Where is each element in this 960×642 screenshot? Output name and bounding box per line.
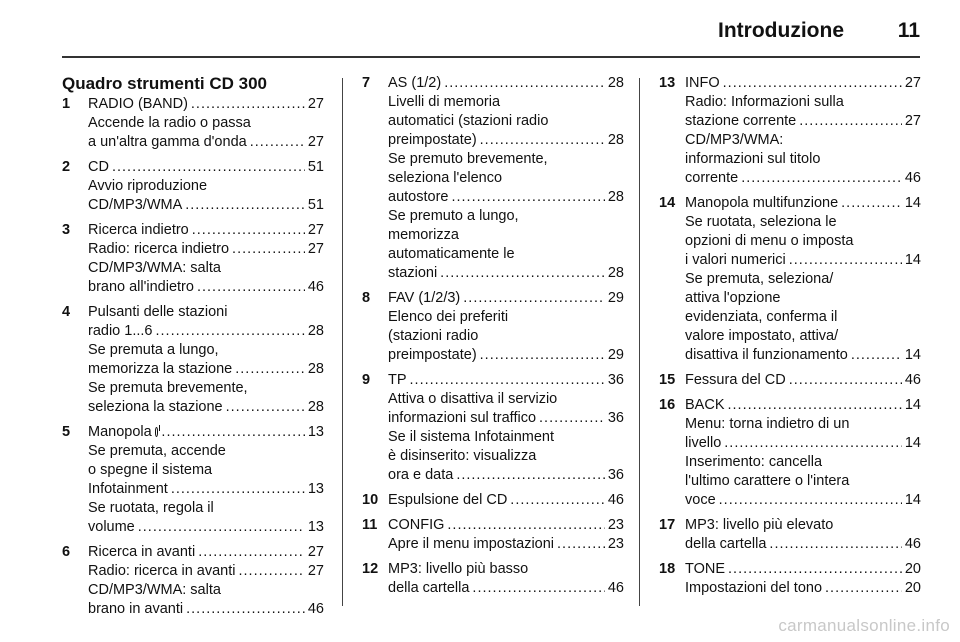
- page-reference: 28: [307, 399, 324, 415]
- leader-dots: [799, 112, 902, 131]
- entry-text: FAV (1/2/3): [388, 290, 461, 306]
- entry-text: Menu: torna indietro di un: [685, 416, 850, 432]
- leader-dots: [728, 560, 902, 579]
- entry-number: 18: [659, 561, 676, 577]
- entry-text: Impostazioni del tono: [685, 580, 823, 596]
- entry-line: [88, 95, 324, 114]
- entry-number: 2: [62, 159, 71, 175]
- leader-dots: [789, 371, 902, 390]
- entry-text: valore impostato, attiva/: [685, 328, 839, 344]
- entry-line: [88, 600, 324, 619]
- page-reference: 46: [904, 170, 921, 186]
- leader-dots: [410, 371, 605, 390]
- entry-number: 11: [362, 517, 378, 533]
- page-reference: 46: [307, 279, 324, 295]
- index-entry: [659, 516, 921, 554]
- entry-text: seleziona l'elenco: [388, 170, 503, 186]
- entry-line: [88, 581, 324, 600]
- entry-line: [388, 466, 624, 485]
- page-reference: 14: [904, 252, 921, 268]
- leader-dots: [472, 579, 604, 598]
- page-reference: 13: [307, 424, 324, 440]
- entry-line: [388, 428, 624, 447]
- entry-text: stazione corrente: [685, 113, 797, 129]
- page-reference: 27: [307, 96, 324, 112]
- entry-text: o spegne il sistema: [88, 462, 213, 478]
- leader-dots: [232, 240, 305, 259]
- column-divider: [342, 78, 343, 606]
- entry-line: [388, 390, 624, 409]
- page-reference: 13: [307, 519, 324, 535]
- entry-line: [685, 270, 921, 289]
- entry-text: (stazioni radio: [388, 328, 479, 344]
- entry-text: della cartella: [388, 580, 470, 596]
- leader-dots: [841, 194, 902, 213]
- entry-text: della cartella: [685, 536, 767, 552]
- entry-line: [88, 442, 324, 461]
- entry-line: [388, 371, 624, 390]
- entry-text: INFO: [685, 75, 720, 91]
- entry-text: preimpostate): [388, 347, 477, 363]
- entry-line: [88, 322, 324, 341]
- entry-text: Se premuta brevemente,: [88, 380, 248, 396]
- entry-text: livello: [685, 435, 722, 451]
- entry-text: attiva l'opzione: [685, 290, 781, 306]
- entry-text: Radio: Informazioni sulla: [685, 94, 844, 110]
- entry-line: [88, 341, 324, 360]
- page-reference: 27: [307, 241, 324, 257]
- entry-line: [685, 194, 921, 213]
- entry-text: Ricerca indietro: [88, 222, 189, 238]
- page-reference: 46: [904, 372, 921, 388]
- entry-text: Ricerca in avanti: [88, 544, 196, 560]
- leader-dots: [112, 158, 305, 177]
- entry-text: Inserimento: cancella: [685, 454, 823, 470]
- entry-number: 6: [62, 544, 71, 560]
- entry-text: Accende la radio o passa: [88, 115, 251, 131]
- entry-text: Se premuto a lungo,: [388, 208, 519, 224]
- entry-text: automatici (stazioni radio: [388, 113, 549, 129]
- page-reference: 46: [307, 601, 324, 617]
- index-entry: [362, 289, 624, 365]
- leader-dots: [171, 480, 305, 499]
- entry-text: autostore: [388, 189, 449, 205]
- entry-text: CD/MP3/WMA: [88, 197, 183, 213]
- page-reference: 23: [607, 517, 624, 533]
- entry-line: [388, 308, 624, 327]
- entry-line: [88, 278, 324, 297]
- entry-text: l'ultimo carattere o l'intera: [685, 473, 850, 489]
- entry-text: Attiva o disattiva il servizio: [388, 391, 558, 407]
- leader-dots: [851, 346, 902, 365]
- entry-line: [685, 327, 921, 346]
- index-entry: [62, 423, 324, 537]
- entry-line: [388, 264, 624, 283]
- column-divider: [639, 78, 640, 606]
- entry-text: Se ruotata, seleziona le: [685, 214, 837, 230]
- page-reference: 28: [307, 323, 324, 339]
- entry-line: [88, 543, 324, 562]
- entry-text: corrente: [685, 170, 739, 186]
- leader-dots: [235, 360, 305, 379]
- entry-line: [388, 579, 624, 598]
- index-entry: [659, 371, 921, 390]
- leader-dots: [456, 466, 605, 485]
- index-entry: [659, 560, 921, 598]
- leader-dots: [741, 169, 902, 188]
- page-reference: 36: [607, 372, 624, 388]
- entry-text: Se premuta, seleziona/: [685, 271, 834, 287]
- leader-dots: [451, 188, 604, 207]
- page-reference: 46: [904, 536, 921, 552]
- entry-line: [388, 409, 624, 428]
- entry-line: [88, 133, 324, 152]
- index-entry: [362, 560, 624, 598]
- entry-text: seleziona la stazione: [88, 399, 223, 415]
- page-reference: 27: [307, 222, 324, 238]
- entry-text: Se premuta a lungo,: [88, 342, 219, 358]
- index-entry: [362, 371, 624, 485]
- entry-line: [88, 240, 324, 259]
- page-reference: 46: [607, 492, 624, 508]
- index-entry: [62, 95, 324, 152]
- entry-text: automaticamente le: [388, 246, 515, 262]
- page-reference: 14: [904, 435, 921, 451]
- entry-text: memorizza: [388, 227, 459, 243]
- entry-text: è disinserito: visualizza: [388, 448, 537, 464]
- leader-dots: [769, 535, 901, 554]
- entry-text: AS (1/2): [388, 75, 442, 91]
- entry-text: Apre il menu impostazioni: [388, 536, 555, 552]
- entry-text: radio 1...6: [88, 323, 153, 339]
- entry-text: informazioni sul titolo: [685, 151, 821, 167]
- page-reference: 14: [904, 492, 921, 508]
- entry-line: [685, 415, 921, 434]
- page-reference: 27: [307, 134, 324, 150]
- index-entry: [659, 396, 921, 510]
- leader-dots: [463, 289, 605, 308]
- leader-dots: [185, 196, 305, 215]
- page-reference: 20: [904, 580, 921, 596]
- column-1: [62, 74, 324, 625]
- entry-line: [685, 396, 921, 415]
- entry-line: [685, 560, 921, 579]
- entry-text: Se ruotata, regola il: [88, 500, 214, 516]
- index-entry: [659, 194, 921, 365]
- page-number: 11: [897, 19, 920, 42]
- page-reference: 28: [607, 75, 624, 91]
- entry-line: [685, 472, 921, 491]
- entry-line: [388, 112, 624, 131]
- entry-line: [88, 423, 324, 442]
- page-reference: 36: [607, 410, 624, 426]
- entry-line: [388, 447, 624, 466]
- entry-text: MP3: livello più elevato: [685, 517, 834, 533]
- entry-line: [88, 398, 324, 417]
- entry-text: informazioni sul traffico: [388, 410, 537, 426]
- page-reference: 13: [307, 481, 324, 497]
- entry-number: 4: [62, 304, 71, 320]
- index-entry: [62, 158, 324, 215]
- entry-line: [685, 371, 921, 390]
- entry-line: [88, 221, 324, 240]
- page-reference: 51: [307, 197, 324, 213]
- leader-dots: [447, 516, 604, 535]
- page-reference: 14: [904, 195, 921, 211]
- entry-number: 13: [659, 75, 676, 91]
- entry-line: [88, 158, 324, 177]
- entry-line: [685, 491, 921, 510]
- entry-line: [388, 491, 624, 510]
- entry-text: a un'altra gamma d'onda: [88, 134, 247, 150]
- entry-text: Se premuta, accende: [88, 443, 226, 459]
- entry-line: [88, 196, 324, 215]
- entry-line: [685, 169, 921, 188]
- entry-text: voce: [685, 492, 716, 508]
- entry-line: [685, 434, 921, 453]
- entry-line: [685, 150, 921, 169]
- entry-line: [88, 499, 324, 518]
- entry-text: Radio: ricerca in avanti: [88, 563, 236, 579]
- section-title: Quadro strumenti CD 300: [62, 74, 267, 93]
- entry-text: Se premuto brevemente,: [388, 151, 548, 167]
- leader-dots: [440, 264, 605, 283]
- page-reference: 27: [307, 544, 324, 560]
- entry-line: [388, 93, 624, 112]
- leader-dots: [226, 398, 305, 417]
- page-reference: 27: [307, 563, 324, 579]
- entry-line: [88, 480, 324, 499]
- index-entry: [62, 221, 324, 297]
- page-reference: 36: [607, 467, 624, 483]
- leader-dots: [198, 543, 305, 562]
- entry-text: disattiva il funzionamento: [685, 347, 848, 363]
- leader-dots: [719, 491, 902, 510]
- page-reference: 27: [904, 75, 921, 91]
- entry-line: [685, 74, 921, 93]
- entry-line: [685, 232, 921, 251]
- entry-line: [88, 177, 324, 196]
- entry-text: volume: [88, 519, 135, 535]
- entry-line: [388, 169, 624, 188]
- entry-line: [388, 560, 624, 579]
- leader-dots: [825, 579, 902, 598]
- leader-dots: [480, 346, 605, 365]
- page-reference: 14: [904, 397, 921, 413]
- entry-line: [685, 131, 921, 150]
- entry-number: 5: [62, 424, 71, 440]
- entry-line: [685, 93, 921, 112]
- entry-line: [88, 114, 324, 133]
- leader-dots: [192, 221, 305, 240]
- leader-dots: [789, 251, 902, 270]
- page-reference: 20: [904, 561, 921, 577]
- leader-dots: [186, 600, 305, 619]
- entry-line: [88, 360, 324, 379]
- column-2: [362, 74, 624, 604]
- entry-number: 8: [362, 290, 371, 306]
- leader-dots: [250, 133, 305, 152]
- index-entry: [362, 516, 624, 554]
- column-3: [659, 74, 921, 604]
- entry-number: 10: [362, 492, 379, 508]
- leader-dots: [539, 409, 605, 428]
- page-reference: 23: [607, 536, 624, 552]
- entry-line: [88, 518, 324, 537]
- entry-text: Infotainment: [88, 481, 168, 497]
- entry-line: [388, 346, 624, 365]
- leader-dots: [239, 562, 305, 581]
- entry-line: [388, 516, 624, 535]
- entry-line: [685, 308, 921, 327]
- entry-text: Radio: ricerca indietro: [88, 241, 230, 257]
- leader-dots: [161, 423, 304, 442]
- index-entry: [659, 74, 921, 188]
- entry-line: [388, 150, 624, 169]
- page-header: [0, 0, 960, 60]
- leader-dots: [728, 396, 902, 415]
- entry-line: [685, 112, 921, 131]
- entry-line: [685, 453, 921, 472]
- entry-text: stazioni: [388, 265, 438, 281]
- entry-line: [388, 226, 624, 245]
- entry-line: [685, 346, 921, 365]
- index-entry: [362, 74, 624, 283]
- power-knob-icon: [155, 427, 159, 437]
- page-reference: 28: [607, 265, 624, 281]
- entry-line: [388, 207, 624, 226]
- page-reference: 27: [904, 113, 921, 129]
- entry-line: [388, 289, 624, 308]
- leader-dots: [557, 535, 605, 554]
- entry-line: [88, 461, 324, 480]
- leader-dots: [723, 74, 902, 93]
- entry-line: [88, 303, 324, 322]
- entry-number: 9: [362, 372, 371, 388]
- entry-number: 16: [659, 397, 676, 413]
- entry-text: brano in avanti: [88, 601, 184, 617]
- entry-number: 7: [362, 75, 371, 91]
- entry-number: 12: [362, 561, 379, 577]
- leader-dots: [444, 74, 605, 93]
- entry-line: [685, 289, 921, 308]
- entry-line: [88, 379, 324, 398]
- entry-number: 15: [659, 372, 676, 388]
- entry-line: [388, 188, 624, 207]
- entry-number: 14: [659, 195, 676, 211]
- entry-text: MP3: livello più basso: [388, 561, 529, 577]
- index-entry: [362, 491, 624, 510]
- page-title: Introduzione: [718, 19, 844, 42]
- entry-line: [685, 579, 921, 598]
- leader-dots: [138, 518, 305, 537]
- leader-dots: [510, 491, 605, 510]
- entry-line: [685, 516, 921, 535]
- index-entry: [62, 543, 324, 619]
- entry-line: [388, 327, 624, 346]
- index-entry: [62, 303, 324, 417]
- watermark: carmanualsonline.info: [778, 616, 950, 635]
- page-reference: 29: [607, 290, 624, 306]
- leader-dots: [191, 95, 305, 114]
- page-reference: 14: [904, 347, 921, 363]
- entry-text: TONE: [685, 561, 726, 577]
- page-reference: 46: [607, 580, 624, 596]
- leader-dots: [724, 434, 902, 453]
- entry-line: [685, 213, 921, 232]
- entry-line: [685, 535, 921, 554]
- entry-text: brano all'indietro: [88, 279, 194, 295]
- entry-text: Fessura del CD: [685, 372, 786, 388]
- entry-text: preimpostate): [388, 132, 477, 148]
- entry-text: opzioni di menu o imposta: [685, 233, 854, 249]
- entry-line: [388, 535, 624, 554]
- entry-text: ora e data: [388, 467, 454, 483]
- header-divider: [62, 56, 920, 58]
- entry-line: [685, 251, 921, 270]
- page-reference: 28: [607, 189, 624, 205]
- entry-text: CD/MP3/WMA: salta: [88, 260, 221, 276]
- entry-text: CONFIG: [388, 517, 445, 533]
- entry-text: Pulsanti delle stazioni: [88, 304, 228, 320]
- entry-line: [88, 562, 324, 581]
- entry-text: memorizza la stazione: [88, 361, 233, 377]
- entry-text: CD/MP3/WMA:: [685, 132, 784, 148]
- leader-dots: [156, 322, 305, 341]
- entry-text: TP: [388, 372, 407, 388]
- leader-dots: [480, 131, 605, 150]
- entry-text: BACK: [685, 397, 725, 413]
- entry-text: Livelli di memoria: [388, 94, 501, 110]
- entry-text: Manopola: [88, 424, 152, 440]
- page-reference: 51: [307, 159, 324, 175]
- entry-text: Espulsione del CD: [388, 492, 508, 508]
- entry-line: [388, 74, 624, 93]
- page-reference: 28: [307, 361, 324, 377]
- entry-number: 3: [62, 222, 71, 238]
- page-reference: 28: [607, 132, 624, 148]
- entry-text: Se il sistema Infotainment: [388, 429, 555, 445]
- entry-text: RADIO (BAND): [88, 96, 188, 112]
- page-reference: 29: [607, 347, 624, 363]
- entry-line: [88, 259, 324, 278]
- entry-text: i valori numerici: [685, 252, 786, 268]
- entry-text: CD/MP3/WMA: salta: [88, 582, 221, 598]
- entry-text: Avvio riproduzione: [88, 178, 208, 194]
- entry-text: evidenziata, conferma il: [685, 309, 838, 325]
- entry-number: 1: [62, 96, 71, 112]
- entry-line: [388, 245, 624, 264]
- leader-dots: [197, 278, 305, 297]
- entry-text: Manopola multifunzione: [685, 195, 839, 211]
- entry-text: CD: [88, 159, 109, 175]
- entry-number: 17: [659, 517, 676, 533]
- entry-text: Elenco dei preferiti: [388, 309, 509, 325]
- entry-line: [388, 131, 624, 150]
